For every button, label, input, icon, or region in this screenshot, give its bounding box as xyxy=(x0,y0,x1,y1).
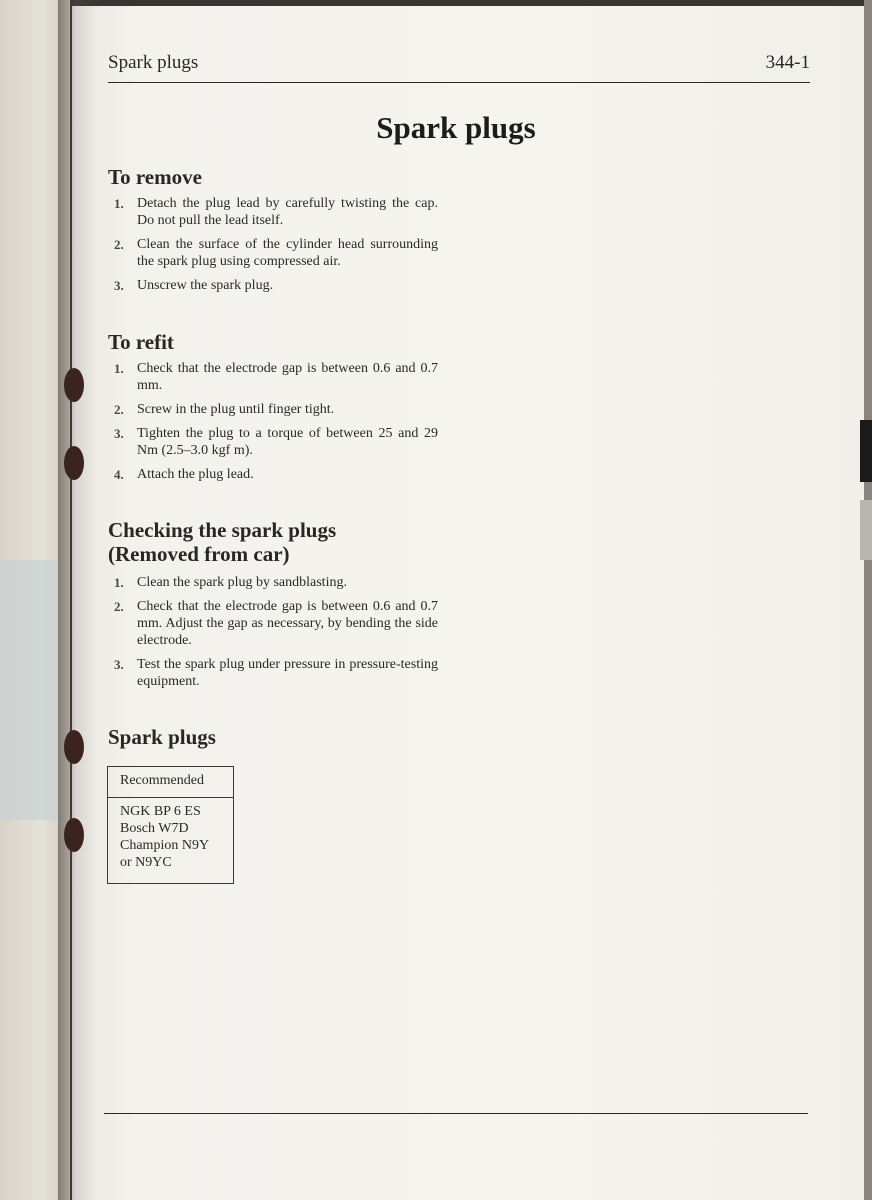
binder-hole xyxy=(64,446,84,480)
step-number: 1. xyxy=(114,575,124,590)
refit-steps xyxy=(108,360,438,490)
section-heading-refit: To refit xyxy=(108,330,174,354)
step-item xyxy=(108,425,438,459)
step-text: Screw in the plug until finger tight. xyxy=(137,402,335,417)
checking-steps xyxy=(108,574,438,697)
step-number: 3. xyxy=(114,657,124,672)
table-body xyxy=(108,798,233,883)
step-item xyxy=(108,598,438,649)
table-row: Bosch W7D xyxy=(120,821,189,836)
step-text: Tighten the plug to a torque of between 25 and 29 Nm (2.5–3.0 kgf m). xyxy=(137,426,438,458)
page-title: Spark plugs xyxy=(376,110,536,145)
table-row: or N9YC xyxy=(120,855,172,870)
checking-heading-line2: (Removed from car) xyxy=(108,542,290,566)
previous-page-tint xyxy=(0,560,58,820)
binder-hole xyxy=(64,368,84,402)
step-number: 1. xyxy=(114,361,124,376)
section-heading-remove: To remove xyxy=(108,165,202,189)
step-number: 3. xyxy=(114,426,124,441)
table-row: Champion N9Y xyxy=(120,838,210,853)
step-number: 4. xyxy=(114,467,124,482)
step-text: Test the spark plug under pressure in pressure-testing equipment. xyxy=(137,657,438,689)
step-item xyxy=(108,277,438,294)
recommended-plugs-table xyxy=(107,766,234,884)
binder-hole xyxy=(64,818,84,852)
binding-shadow xyxy=(58,0,98,1200)
step-item xyxy=(108,195,438,229)
section-heading-checking xyxy=(108,518,336,566)
section-tab-marker xyxy=(860,420,872,482)
page-right-edge xyxy=(864,0,872,1200)
step-text: Attach the plug lead. xyxy=(137,467,254,482)
step-item xyxy=(108,574,438,591)
page-number: 344-1 xyxy=(765,52,810,73)
remove-steps xyxy=(108,195,438,301)
step-text: Check that the electrode gap is between 0.6 and 0.7 mm. xyxy=(137,361,438,393)
step-text: Check that the electrode gap is between 0.6 and 0.7 mm. Adjust the gap as necessary, by bending the side electrode. xyxy=(137,599,438,648)
step-number: 3. xyxy=(114,278,124,293)
section-tab-marker xyxy=(860,500,872,560)
step-number: 1. xyxy=(114,196,124,211)
table-header: Recommended xyxy=(108,767,233,798)
step-number: 2. xyxy=(114,237,124,252)
running-header xyxy=(108,52,810,83)
step-number: 2. xyxy=(114,402,124,417)
step-number: 2. xyxy=(114,599,124,614)
running-title: Spark plugs xyxy=(108,52,199,73)
step-item xyxy=(108,401,438,418)
step-item xyxy=(108,360,438,394)
step-text: Clean the surface of the cylinder head surrounding the spark plug using compressed air. xyxy=(137,237,438,269)
binder-hole xyxy=(64,730,84,764)
step-item xyxy=(108,656,438,690)
step-text: Clean the spark plug by sandblasting. xyxy=(137,575,347,590)
table-row: NGK BP 6 ES xyxy=(120,804,201,819)
step-text: Detach the plug lead by carefully twisting the cap. Do not pull the lead itself. xyxy=(137,196,438,228)
section-heading-plugs: Spark plugs xyxy=(108,725,216,749)
checking-heading-line1: Checking the spark plugs xyxy=(108,518,337,542)
step-item xyxy=(108,236,438,270)
footer-rule xyxy=(104,1113,808,1114)
step-text: Unscrew the spark plug. xyxy=(137,278,274,293)
step-item xyxy=(108,466,438,483)
